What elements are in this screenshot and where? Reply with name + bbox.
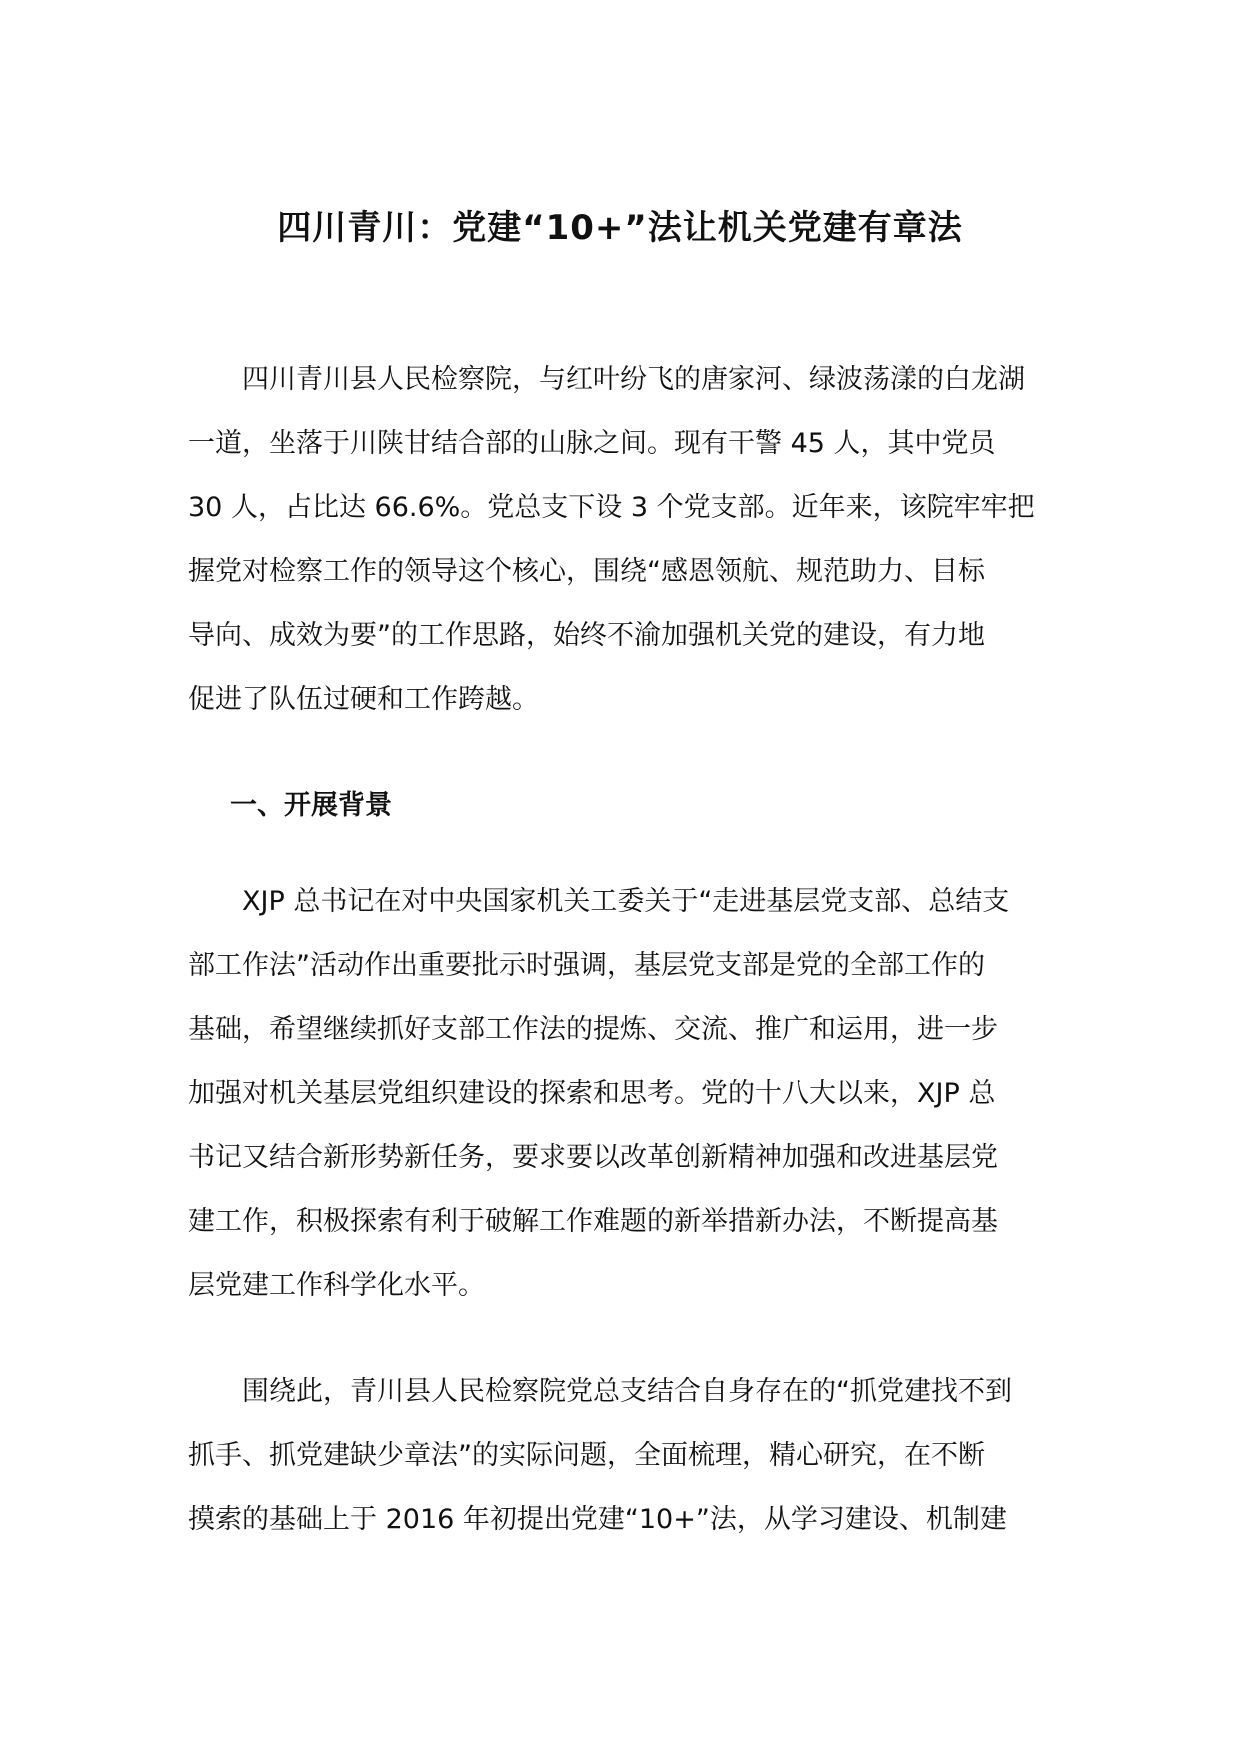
paragraph-line: 摸索的基础上于 2016 年初提出党建“10+”法，从学习建设、机制建 xyxy=(188,1504,1007,1535)
paragraph-line: 书记又结合新形势新任务，要求要以改革创新精神加强和改进基层党 xyxy=(188,1142,998,1173)
section-heading-background: 一、开展背景 xyxy=(230,790,392,821)
paragraph-line: 部工作法”活动作出重要批示时强调，基层党支部是党的全部工作的 xyxy=(188,950,985,981)
document-title: 四川青川：党建“10+”法让机关党建有章法 xyxy=(277,208,963,248)
paragraph-line: 加强对机关基层党组织建设的探索和思考。党的十八大以来，XJP 总 xyxy=(188,1078,996,1109)
paragraph-intro xyxy=(188,348,1053,732)
paragraph-line: 建工作，积极探索有利于破解工作难题的新举措新办法，不断提高基 xyxy=(188,1206,998,1237)
paragraph-line: 围绕此，青川县人民检察院党总支结合自身存在的“抓党建找不到 xyxy=(242,1376,1012,1407)
paragraph-line: 基础，希望继续抓好支部工作法的提炼、交流、推广和运用，进一步 xyxy=(188,1014,998,1045)
paragraph-line: 层党建工作科学化水平。 xyxy=(188,1270,485,1301)
paragraph-line: 握党对检察工作的领导这个核心，围绕“感恩领航、规范助力、目标 xyxy=(188,556,985,587)
paragraph-background xyxy=(188,870,1053,1318)
paragraph-line: 抓手、抓党建缺少章法”的实际问题，全面梳理，精心研究，在不断 xyxy=(188,1440,985,1471)
paragraph-line: 导向、成效为要”的工作思路，始终不渝加强机关党的建设，有力地 xyxy=(188,620,985,651)
paragraph-approach xyxy=(188,1360,1053,1552)
paragraph-line: 四川青川县人民检察院，与红叶纷飞的唐家河、绿波荡漾的白龙湖 xyxy=(242,364,1025,395)
paragraph-line: 促进了队伍过硬和工作跨越。 xyxy=(188,684,539,715)
paragraph-line: 30 人，占比达 66.6%。党总支下设 3 个党支部。近年来，该院牢牢把 xyxy=(188,492,1035,523)
paragraph-line: XJP 总书记在对中央国家机关工委关于“走进基层党支部、总结支 xyxy=(242,886,1010,917)
paragraph-line: 一道，坐落于川陕甘结合部的山脉之间。现有干警 45 人，其中党员 xyxy=(188,428,996,459)
